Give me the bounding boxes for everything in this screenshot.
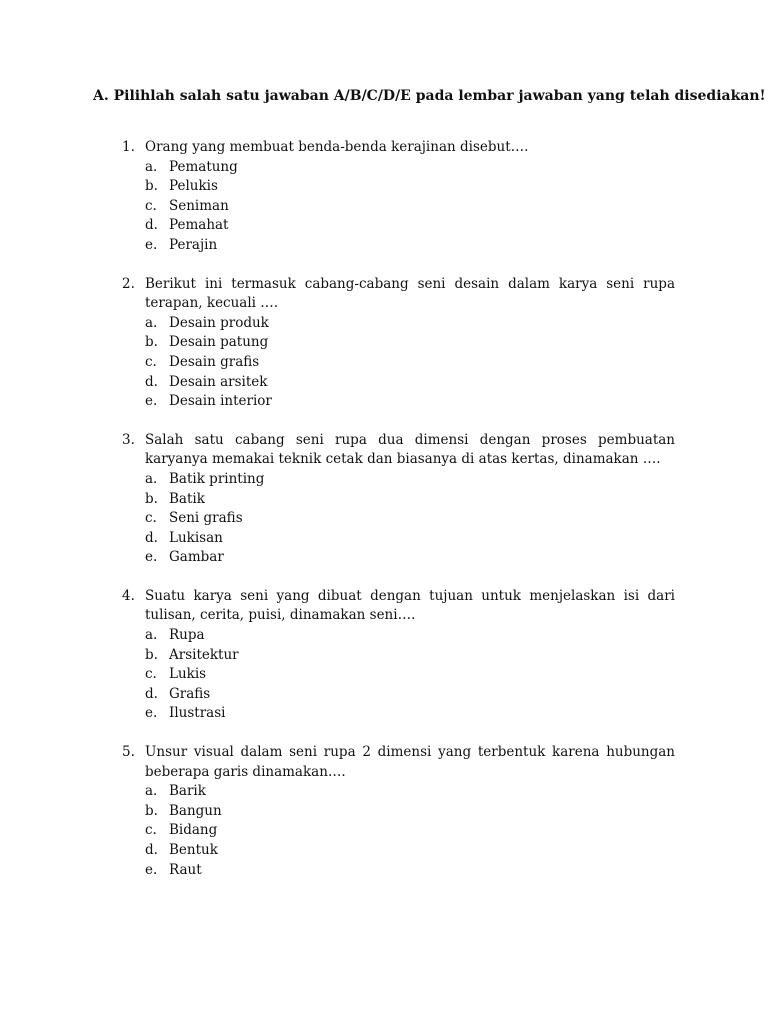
option-letter: b. <box>145 490 158 507</box>
option-item <box>145 821 675 841</box>
option-item <box>145 841 675 861</box>
question-number: 3. <box>122 431 135 448</box>
option-item <box>145 626 675 646</box>
option-list <box>145 782 675 880</box>
option-item <box>145 665 675 685</box>
option-text: Lukisan <box>169 529 223 546</box>
section-heading: A. Pilihlah salah satu jawaban A/B/C/D/E pada lembar jawaban yang telah disediakan! <box>93 88 766 104</box>
option-letter: a. <box>145 470 158 487</box>
option-letter: c. <box>145 353 157 370</box>
question-number: 2. <box>122 275 135 292</box>
option-letter: d. <box>145 685 158 702</box>
option-list <box>145 470 675 568</box>
option-letter: a. <box>145 158 158 175</box>
option-item <box>145 470 675 490</box>
option-letter: b. <box>145 802 158 819</box>
question-item <box>120 587 675 724</box>
option-text: Barik <box>169 783 206 800</box>
option-letter: d. <box>145 373 158 390</box>
question-item <box>120 275 675 412</box>
option-letter: a. <box>145 314 158 331</box>
option-letter: e. <box>145 861 158 878</box>
option-text: Desain produk <box>169 314 269 331</box>
option-letter: b. <box>145 646 158 663</box>
option-item <box>145 333 675 353</box>
option-letter: d. <box>145 217 158 234</box>
option-text: Bangun <box>169 802 222 819</box>
option-letter: e. <box>145 705 158 722</box>
option-item <box>145 685 675 705</box>
option-text: Batik <box>169 490 205 507</box>
question-text: Berikut ini termasuk cabang-cabang seni desain dalam karya seni rupa terapan, kecuali …. <box>145 275 675 312</box>
option-letter: e. <box>145 549 158 566</box>
option-text: Pematung <box>169 158 238 175</box>
option-text: Seniman <box>169 197 229 214</box>
option-letter: c. <box>145 197 157 214</box>
option-text: Raut <box>169 861 202 878</box>
option-text: Pelukis <box>169 178 218 195</box>
option-letter: e. <box>145 393 158 410</box>
question-item <box>120 743 675 880</box>
option-text: Desain grafis <box>169 353 260 370</box>
option-text: Desain patung <box>169 334 269 351</box>
question-item <box>120 431 675 568</box>
option-item <box>145 646 675 666</box>
option-list <box>145 158 675 256</box>
option-letter: c. <box>145 822 157 839</box>
option-letter: d. <box>145 529 158 546</box>
option-item <box>145 197 675 217</box>
option-item <box>145 158 675 178</box>
option-item <box>145 373 675 393</box>
option-item <box>145 216 675 236</box>
option-letter: d. <box>145 842 158 858</box>
option-text: Gambar <box>169 549 224 566</box>
option-text: Pemahat <box>169 217 229 234</box>
option-item <box>145 782 675 802</box>
option-list <box>145 626 675 724</box>
option-item <box>145 704 675 724</box>
option-letter: b. <box>145 178 158 195</box>
option-text: Bidang <box>169 822 218 839</box>
option-item <box>145 314 675 334</box>
question-text: Suatu karya seni yang dibuat dengan tujuan untuk menjelaskan isi dari tulisan, cerita, puisi, dinamakan seni…. <box>145 587 675 624</box>
option-text: Lukis <box>169 666 207 683</box>
option-text: Desain arsitek <box>169 373 268 390</box>
option-letter: b. <box>145 334 158 351</box>
question-number: 4. <box>122 587 135 604</box>
option-letter: c. <box>145 510 157 527</box>
option-text: Desain interior <box>169 393 272 410</box>
question-number: 1. <box>122 139 135 155</box>
question-number: 5. <box>122 744 135 761</box>
question-text: Orang yang membuat benda-benda kerajinan disebut…. <box>145 139 529 155</box>
option-item <box>145 802 675 822</box>
option-item <box>145 509 675 529</box>
option-list <box>145 314 675 412</box>
option-text: Rupa <box>169 627 205 644</box>
option-letter: a. <box>145 783 158 800</box>
option-text: Perajin <box>169 236 218 253</box>
option-item <box>145 490 675 510</box>
option-item <box>145 236 675 256</box>
option-item <box>145 548 675 568</box>
option-text: Grafis <box>169 685 211 702</box>
option-letter: c. <box>145 666 157 683</box>
question-item <box>120 138 675 256</box>
option-letter: e. <box>145 236 158 253</box>
option-text: Arsitektur <box>169 646 239 663</box>
option-item <box>145 177 675 197</box>
question-text: Unsur visual dalam seni rupa 2 dimensi yang terbentuk karena hubungan beberapa garis dinamakan…. <box>145 744 675 780</box>
option-text: Bentuk <box>169 842 218 858</box>
option-item <box>145 861 675 881</box>
option-item <box>145 353 675 373</box>
option-text: Ilustrasi <box>169 705 226 722</box>
question-list <box>120 138 675 899</box>
option-item <box>145 529 675 549</box>
option-text: Seni grafis <box>169 510 243 527</box>
option-letter: a. <box>145 627 158 644</box>
option-text: Batik printing <box>169 470 265 487</box>
question-text: Salah satu cabang seni rupa dua dimensi dengan proses pembuatan karyanya memakai teknik cetak dan biasanya di atas kertas, dinamakan …. <box>145 431 675 468</box>
option-item <box>145 392 675 412</box>
